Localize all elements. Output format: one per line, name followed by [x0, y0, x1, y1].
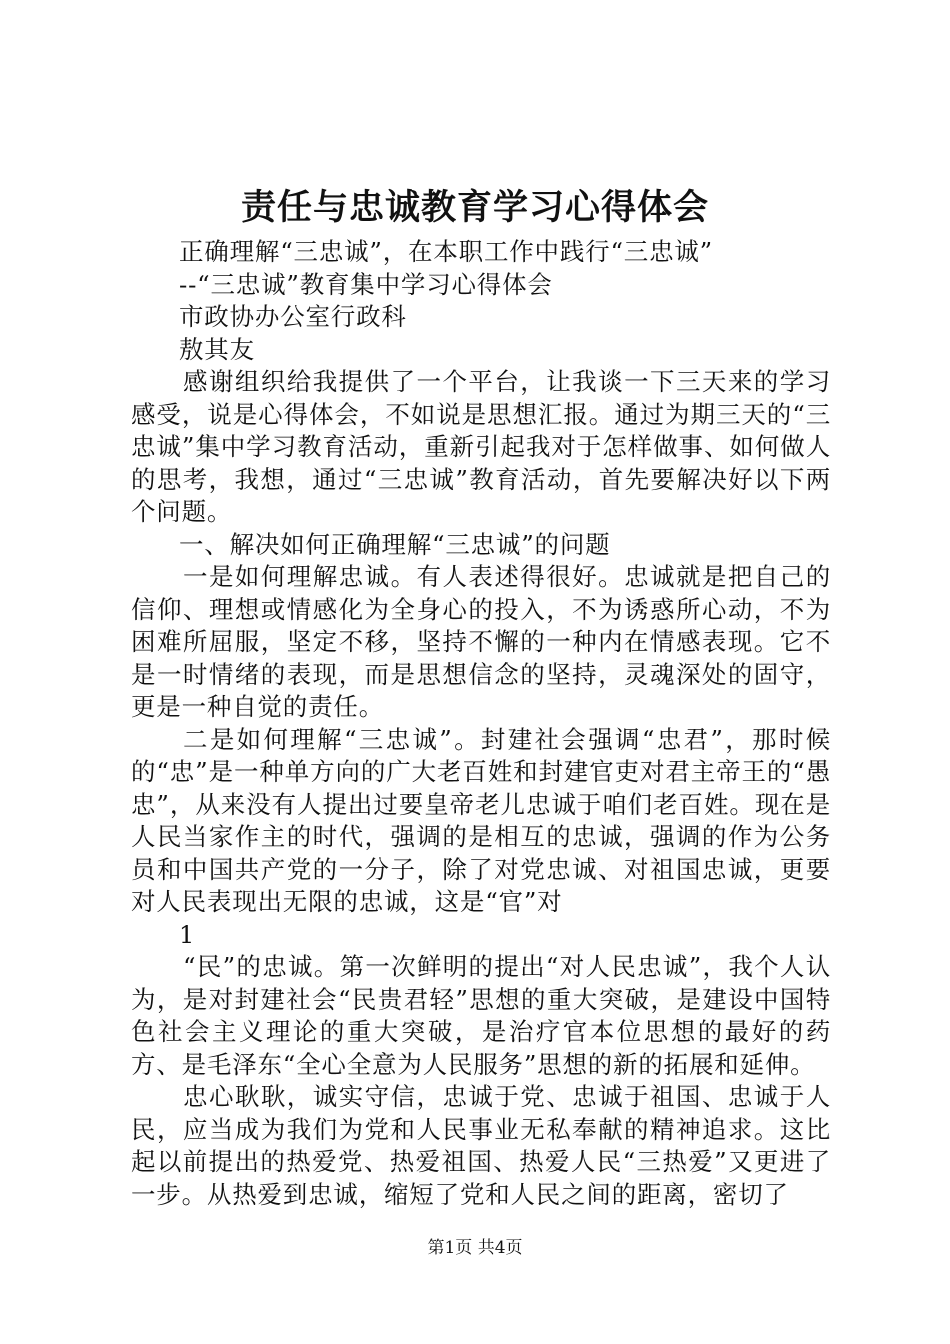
inner-page-number: 1 — [179, 920, 196, 949]
subtitle-line: --“三忠诚”教育集中学习心得体会 — [179, 269, 553, 299]
subtitle-line: 正确理解“三忠诚”，在本职工作中践行“三忠诚” — [179, 237, 713, 266]
document-body — [131, 236, 831, 1211]
body-paragraph: 感谢组织给我提供了一个平台，让我谈一下三天来的学习感受，说是心得体会，不如说是思想汇报。通过为期三天的“三忠诚”集中学习教育活动，重新引起我对于怎样做事、如何做人的思考，我想，通过“三忠诚”教育活动，首先要解决好以下两个问题。 — [131, 367, 832, 526]
section-heading: 一、解决如何正确理解“三忠诚”的问题 — [179, 529, 611, 559]
body-paragraph: “民”的忠诚。第一次鲜明的提出“对人民忠诚”，我个人认为，是对封建社会“民贵君轻”思想的重大突破，是建设中国特色社会主义理论的重大突破，是治疗官本位思想的最好的药方、是毛泽东“全心全意为人民服务”思想的新的拓展和延伸。 — [131, 952, 831, 1079]
author-line: 敖其友 — [179, 334, 255, 364]
body-paragraph: 二是如何理解“三忠诚”。封建社会强调“忠君”，那时候的“忠”是一种单方向的广大老百姓和封建官吏对君主帝王的“愚忠”，从来没有人提出过要皇帝老儿忠诚于咱们老百姓。现在是人民当家作主的时代，强调的是相互的忠诚，强调的作为公务员和中国共产党的一分子，除了对党忠诚、对祖国忠诚，更要对人民表现出无限的忠诚，这是“官”对 — [131, 724, 831, 916]
body-paragraph: 忠心耿耿，诚实守信，忠诚于党、忠诚于祖国、忠诚于人民，应当成为我们为党和人民事业无私奉献的精神追求。这比起以前提出的热爱党、热爱祖国、热爱人民“三热爱”又更进了一步。从热爱到忠诚，缩短了党和人民之间的距离，密切了 — [131, 1082, 831, 1209]
department-line: 市政协办公室行政科 — [179, 302, 407, 331]
document-title: 责任与忠诚教育学习心得体会 — [240, 187, 709, 228]
body-paragraph: 一是如何理解忠诚。有人表述得很好。忠诚就是把自己的信仰、理想或情感化为全身心的投入，不为诱惑所心动，不为困难所屈服，坚定不移，坚持不懈的一种内在情感表现。它不是一时情绪的表现，而是思想信念的坚持，灵魂深处的固守，更是一种自觉的责任。 — [131, 562, 831, 721]
page-footer: 第1页 共4页 — [427, 1238, 523, 1258]
